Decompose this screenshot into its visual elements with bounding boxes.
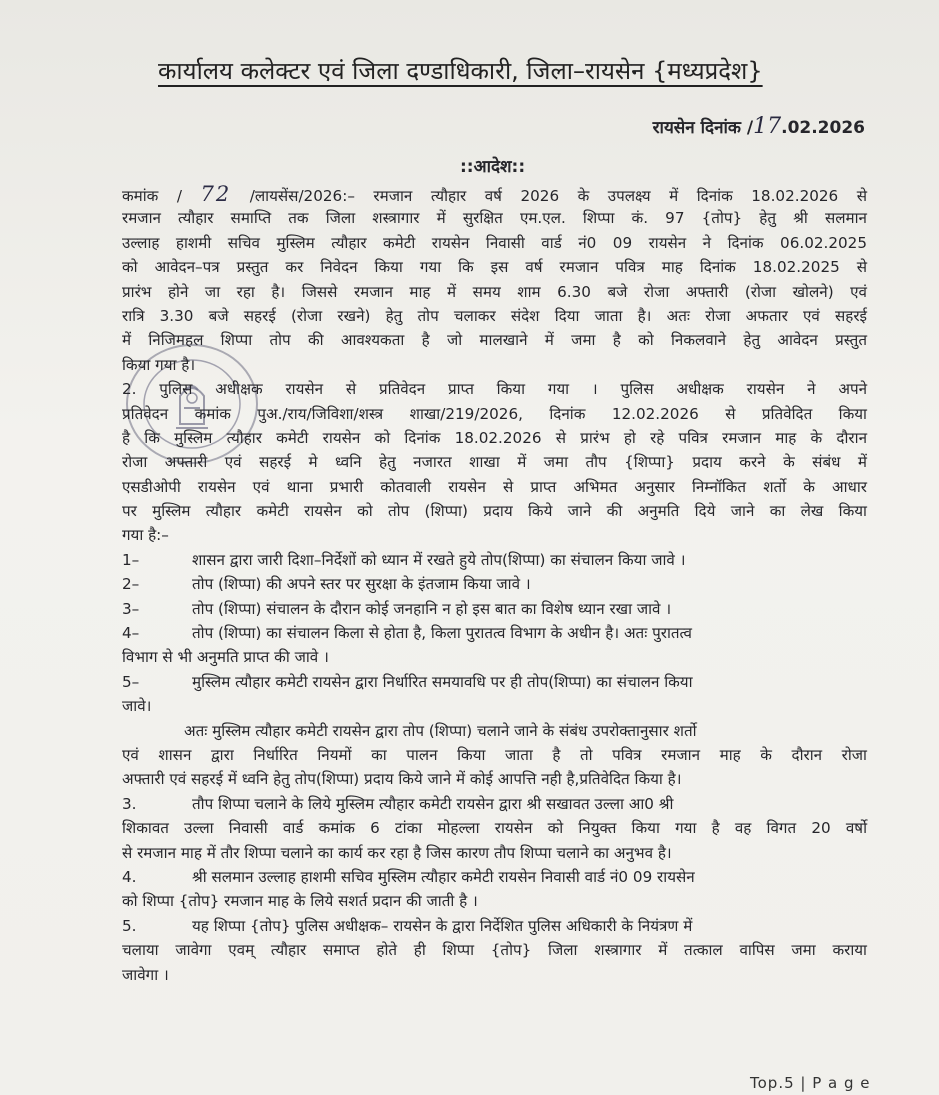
para6-number: 5. bbox=[122, 916, 137, 935]
order-body bbox=[122, 182, 867, 987]
order-title: ::आदेश:: bbox=[460, 157, 526, 177]
para3-line bbox=[122, 719, 867, 743]
para3-text: अतः मुस्लिम त्यौहार कमेटी रायसेन द्वारा तोप (शिप्पा) चलाने जाने के संबंध उपरोक्तानुसार शर्तो bbox=[184, 721, 697, 740]
condition-continuation: जावे। bbox=[122, 697, 152, 716]
para2-line: रोजा अफ्तारी एवं सहरई मे ध्वनि हेतु नजारत शाखा में जमा तौप {शिप्पा} प्रदाय करने के संबंध में bbox=[122, 453, 867, 472]
condition-item bbox=[122, 670, 867, 694]
page-footer: Top.5 | P a g e bbox=[750, 1074, 871, 1092]
para6-text: यह शिप्पा {तोप} पुलिस अधीक्षक– रायसेन के द्वारा निर्देशित पुलिस अधिकारी के नियंत्रण में bbox=[192, 916, 693, 935]
para6-line: चलाया जावेगा एवम् त्यौहार समाप्त होते ही शिप्पा {तोप} जिला शस्त्रागार में तत्काल वापिस जमा कराया bbox=[122, 941, 867, 960]
para1-line: उल्लाह हाशमी सचिव मुस्लिम त्यौहार कमेटी रायसेन निवासी वार्ड नं0 09 रायसेन ने दिनांक 06.02.2025 bbox=[122, 233, 867, 252]
para1-line: रात्रि 3.30 बजे सहरई (रोजा रखने) हेतु तोप चलाकर संदेश दिया जाता है। अतः रोजा अफतार एवं सहरई bbox=[122, 306, 867, 325]
condition-item bbox=[122, 621, 867, 645]
condition-text: तोप (शिप्पा) का संचालन किला से होता है, किला पुरातत्व विभाग के अधीन है। अतः पुरातत्व bbox=[192, 624, 693, 643]
para2-line: 2. पुलिस अधीक्षक रायसेन से प्रतिवेदन प्राप्त किया गया । पुलिस अधीक्षक रायसेन ने अपने bbox=[122, 380, 867, 399]
para5-text: श्री सलमान उल्लाह हाशमी सचिव मुस्लिम त्यौहार कमेटी रायसेन निवासी वार्ड नं0 09 रायसेन bbox=[192, 867, 695, 886]
ref-prefix: कमांक / bbox=[122, 187, 182, 205]
para4-line: से रमजान माह में तौर शिप्पा चलाने का कार्य कर रहा है जिस कारण तौप शिप्पा चलाने का अनुभव है। bbox=[122, 843, 672, 862]
condition-number: 5– bbox=[122, 672, 140, 691]
para3-line: एवं शासन द्वारा निर्धारित नियमों का पालन किया जाता है तो पवित्र रमजान माह के दौरान रोजा bbox=[122, 745, 867, 764]
para2-line: एसडीओपी रायसेन एवं थाना प्रभारी कोतवाली रायसेन से प्राप्त अभिमत अनुसार निम्नॉकित शर्तो के आधार bbox=[122, 477, 867, 496]
ref-suffix: /लायसेंस/2026:– रमजान त्यौहार वर्ष 2026 के उपलक्ष्य में दिनांक 18.02.2026 से bbox=[249, 187, 867, 205]
condition-text: मुस्लिम त्यौहार कमेटी रायसेन द्वारा निर्धारित समयावधि पर ही तोप(शिप्पा) का संचालन किया bbox=[192, 672, 693, 691]
dateline bbox=[653, 114, 865, 139]
para5-line: को शिप्पा {तोप} रमजान माह के लिये सशर्त प्रदान की जाती है । bbox=[122, 892, 478, 911]
office-title: कार्यालय कलेक्टर एवं जिला दण्डाधिकारी, जिला–रायसेन {मध्यप्रदेश} bbox=[158, 57, 763, 85]
condition-number: 3– bbox=[122, 599, 140, 618]
order-ref-line bbox=[122, 182, 867, 206]
condition-item bbox=[122, 572, 867, 596]
date-label: रायसेन दिनांक / bbox=[652, 118, 754, 138]
para4-line bbox=[122, 792, 867, 816]
para1-line: किया गया है। bbox=[122, 355, 196, 374]
condition-item bbox=[122, 548, 867, 572]
condition-number: 2– bbox=[122, 575, 140, 594]
para3-line: अफ्तारी एवं सहरई में ध्वनि हेतु तोप(शिप्पा) प्रदाय किये जाने में कोई आपत्ति नही है,प्रतिवेदित किया है। bbox=[122, 770, 682, 789]
para1-line: में निजिमहल शिप्पा तोप की आवश्यकता है जो मालखाने में जमा है को निकलवाने हेतु आवेदन प्रस्तुत bbox=[122, 331, 867, 350]
para2-line: है कि मुस्लिम त्यौहार कमेटी रायसेन को दिनांक 18.02.2026 से प्रारंभ हो रहे पवित्र रमजान माह के दौरान bbox=[122, 428, 867, 447]
date-suffix: .02.2026 bbox=[781, 118, 865, 138]
para4-text: तौप शिप्पा चलाने के लिये मुस्लिम त्यौहार कमेटी रायसेन द्वारा श्री सखावत उल्ला आ0 श्री bbox=[192, 794, 674, 813]
para2-line: पर मुस्लिम त्यौहार कमेटी रायसेन को तोप (शिप्पा) प्रदाय किये जाने की अनुमति दिये जाने का लेख किया bbox=[122, 502, 867, 521]
para1-line: प्रारंभ होने जा रहा है। जिससे रमजान माह में समय शाम 6.30 बजे रोजा अफ्तारी (रोजा खोलने) एवं bbox=[122, 282, 867, 301]
para4-number: 3. bbox=[122, 794, 137, 813]
condition-number: 1– bbox=[122, 550, 140, 569]
para1-line: रमजान त्यौहार समाप्ति तक जिला शस्त्रागार में सुरक्षित एम.एल. शिप्पा कं. 97 {तोप} हेतु श्री सलमान bbox=[122, 209, 867, 228]
para6-line bbox=[122, 914, 867, 938]
para1-line: को आवेदन–पत्र प्रस्तुत कर निवेदन किया गया कि इस वर्ष रमजान पवित्र माह दिनांक 18.02.2025 से bbox=[122, 258, 867, 277]
date-handwritten: 17 bbox=[753, 114, 782, 139]
para2-line: प्रतिवेदन कमांक पुअ./राय/जिविशा/शस्त्र शाखा/219/2026, दिनांक 12.02.2026 से प्रतिवेदित किया bbox=[122, 404, 867, 423]
para2-line: गया है:– bbox=[122, 526, 169, 545]
para5-line bbox=[122, 865, 867, 889]
condition-continuation: विभाग से भी अनुमति प्राप्त की जावे । bbox=[122, 648, 329, 667]
condition-text: शासन द्वारा जारी दिशा–निर्देशों को ध्यान में रखते हुये तोप(शिप्पा) का संचालन किया जावे । bbox=[192, 550, 686, 569]
condition-number: 4– bbox=[122, 624, 140, 643]
para6-line: जावेगा । bbox=[122, 965, 169, 984]
condition-item bbox=[122, 597, 867, 621]
ref-number-handwritten: 72 bbox=[200, 182, 232, 206]
para5-number: 4. bbox=[122, 867, 137, 886]
condition-text: तोप (शिप्पा) संचालन के दौरान कोई जनहानि न हो इस बात का विशेष ध्यान रखा जावे । bbox=[192, 599, 672, 618]
para4-line: शिकावत उल्ला निवासी वार्ड कमांक 6 टांका मोहल्ला रायसेन को नियुक्त किया गया है वह विगत 20 वर्षो bbox=[122, 819, 867, 838]
condition-text: तोप (शिप्पा) की अपने स्तर पर सुरक्षा के इंतजाम किया जावे । bbox=[192, 575, 531, 594]
